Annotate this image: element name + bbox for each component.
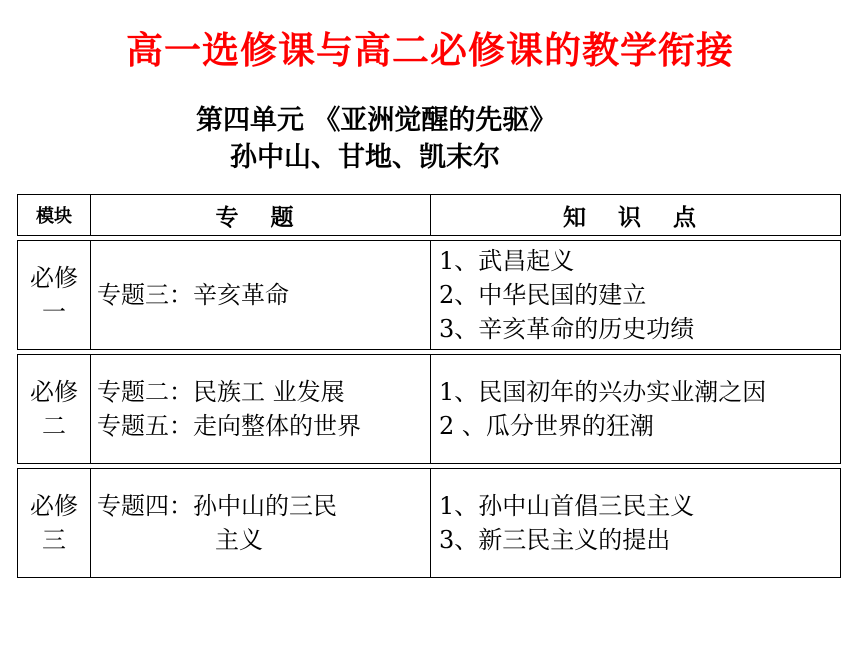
knowledge-point: 1、民国初年的兴办实业潮之因 bbox=[439, 378, 767, 406]
table-row bbox=[18, 469, 841, 578]
knowledge-cell bbox=[431, 469, 841, 578]
topic-cell bbox=[91, 469, 431, 578]
module-cell bbox=[18, 469, 91, 578]
topic-cell bbox=[91, 241, 431, 350]
knowledge-point: 3、新三民主义的提出 bbox=[439, 526, 671, 554]
module-label: 必修 bbox=[30, 492, 78, 520]
knowledge-point: 1、孙中山首倡三民主义 bbox=[439, 492, 695, 520]
knowledge-cell bbox=[431, 355, 841, 464]
table-header-row bbox=[18, 195, 841, 236]
knowledge-point: 2、中华民国的建立 bbox=[439, 281, 647, 309]
module-cell bbox=[18, 241, 91, 350]
module-cell bbox=[18, 355, 91, 464]
unit-subtitle bbox=[196, 102, 556, 176]
topic-text: 专题二：民族工 业发展 bbox=[97, 378, 345, 406]
module-label: 必修 bbox=[30, 378, 78, 406]
module-label: 必修 bbox=[30, 264, 78, 292]
module-label: 一 bbox=[42, 298, 66, 326]
topic-text: 主义 bbox=[215, 526, 263, 554]
knowledge-point: 1、武昌起义 bbox=[439, 247, 575, 275]
module-label: 二 bbox=[42, 412, 66, 440]
topic-text: 专题四：孙中山的三民 bbox=[97, 492, 337, 520]
unit-figures: 孙中山、甘地、凯末尔 bbox=[230, 142, 500, 173]
curriculum-table bbox=[17, 194, 841, 578]
knowledge-cell bbox=[431, 241, 841, 350]
header-knowledge: 知 识 点 bbox=[431, 195, 841, 236]
topic-cell bbox=[91, 355, 431, 464]
table-row bbox=[18, 355, 841, 464]
topic-text: 专题五：走向整体的世界 bbox=[97, 412, 361, 440]
unit-name: 第四单元 《亚洲觉醒的先驱》 bbox=[196, 105, 557, 136]
table-row bbox=[18, 241, 841, 350]
knowledge-point: 3、辛亥革命的历史功绩 bbox=[439, 315, 695, 343]
header-module: 模块 bbox=[18, 195, 91, 236]
knowledge-point: 2 、瓜分世界的狂潮 bbox=[439, 412, 654, 440]
topic-text: 专题三：辛亥革命 bbox=[97, 281, 289, 309]
slide-title: 高一选修课与高二必修课的教学衔接 bbox=[126, 29, 734, 72]
module-label: 三 bbox=[42, 526, 66, 554]
header-topic: 专 题 bbox=[91, 195, 431, 236]
